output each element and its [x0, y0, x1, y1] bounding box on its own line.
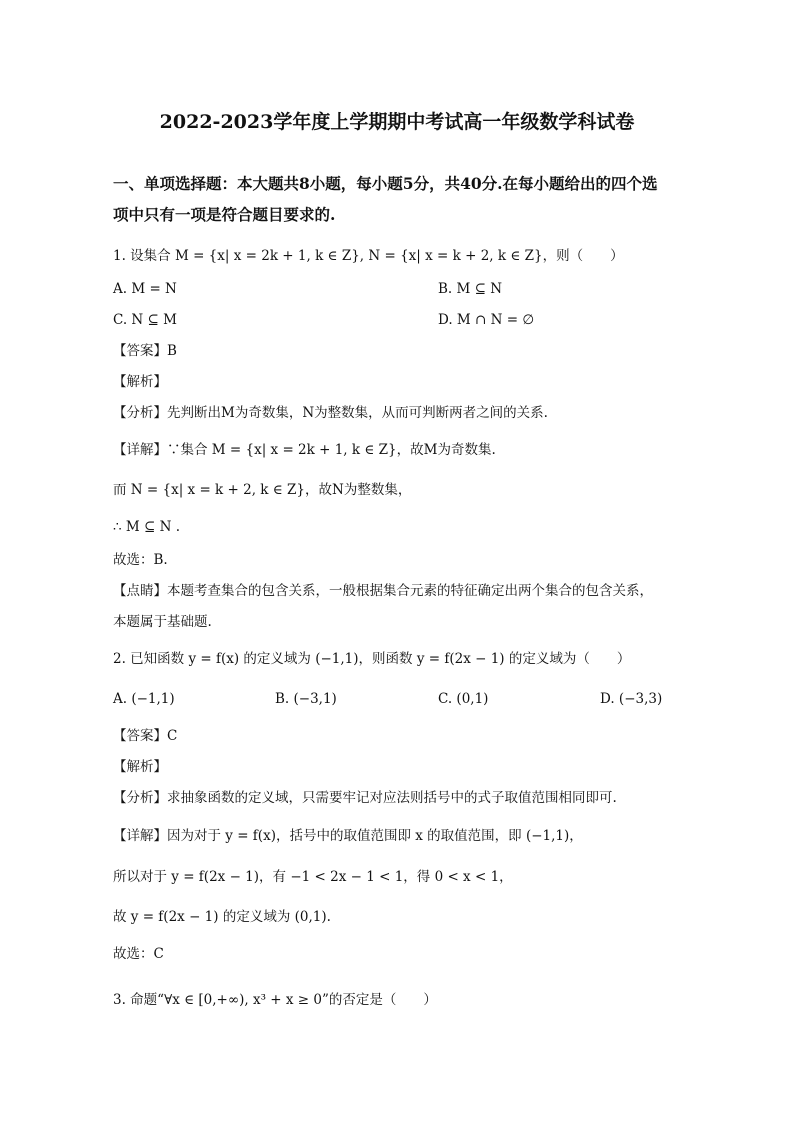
question-2-answer: 【答案】C: [113, 728, 178, 744]
question-1-analysis-label: 【解析】: [113, 374, 167, 390]
question-2-analysis-label: 【解析】: [113, 759, 167, 775]
question-1-detail-3: ∴ M ⊆ N .: [113, 519, 180, 535]
question-2-choose: 故选：C: [113, 946, 164, 962]
question-1-fenxi: 【分析】先判断出M为奇数集，N为整数集，从而可判断两者之间的关系.: [113, 405, 548, 421]
question-2-detail-2: 所以对于 y = f(2x − 1)，有 −1 < 2x − 1 < 1，得 0 < x < 1，: [113, 869, 513, 885]
question-1-detail-1: 【详解】∵集合 M = {x| x = 2k + 1, k ∈ Z}，故M为奇数集.: [113, 442, 496, 458]
question-1-option-d: D. M ∩ N = ∅: [438, 312, 535, 328]
question-1-option-a: A. M = N: [113, 281, 177, 297]
question-3-stem: 3. 命题“∀x ∈ [0,+∞), x³ + x ≥ 0”的否定是（ ）: [113, 992, 437, 1008]
question-1-choose: 故选：B.: [113, 552, 168, 568]
question-1-detail-2: 而 N = {x| x = k + 2, k ∈ Z}，故N为整数集，: [113, 482, 412, 498]
question-1-comment-1: 【点睛】本题考查集合的包含关系，一般根据集合元素的特征确定出两个集合的包含关系，: [113, 583, 653, 599]
section-heading-line-2: 项中只有一项是符合题目要求的.: [113, 205, 336, 224]
question-2-option-b: B. (−3,1): [275, 691, 337, 707]
question-1-answer: 【答案】B: [113, 343, 177, 359]
question-1-stem: 1. 设集合 M = {x| x = 2k + 1, k ∈ Z}, N = {x| x = k + 2, k ∈ Z}，则（ ）: [113, 248, 624, 264]
question-2-option-c: C. (0,1): [438, 691, 489, 707]
question-2-option-d: D. (−3,3): [600, 691, 663, 707]
section-heading-line-1: 一、单项选择题：本大题共8小题，每小题5分，共40分.在每小题给出的四个选: [113, 174, 658, 193]
question-2-stem: 2. 已知函数 y = f(x) 的定义域为 (−1,1)，则函数 y = f(2x − 1) 的定义域为（ ）: [113, 651, 631, 667]
question-2-option-a: A. (−1,1): [113, 691, 175, 707]
question-2-detail-1: 【详解】因为对于 y = f(x)，括号中的取值范围即 x 的取值范围，即 (−1,1)，: [113, 828, 583, 844]
question-2-detail-3: 故 y = f(2x − 1) 的定义域为 (0,1).: [113, 909, 331, 925]
question-1-option-b: B. M ⊆ N: [438, 281, 503, 297]
question-1-comment-2: 本题属于基础题.: [113, 614, 212, 630]
page-title: 2022-2023学年度上学期期中考试高一年级数学科试卷: [159, 111, 635, 133]
question-2-fenxi: 【分析】求抽象函数的定义域，只需要牢记对应法则括号中的式子取值范围相同即可.: [113, 790, 617, 806]
question-1-option-c: C. N ⊆ M: [113, 312, 177, 328]
